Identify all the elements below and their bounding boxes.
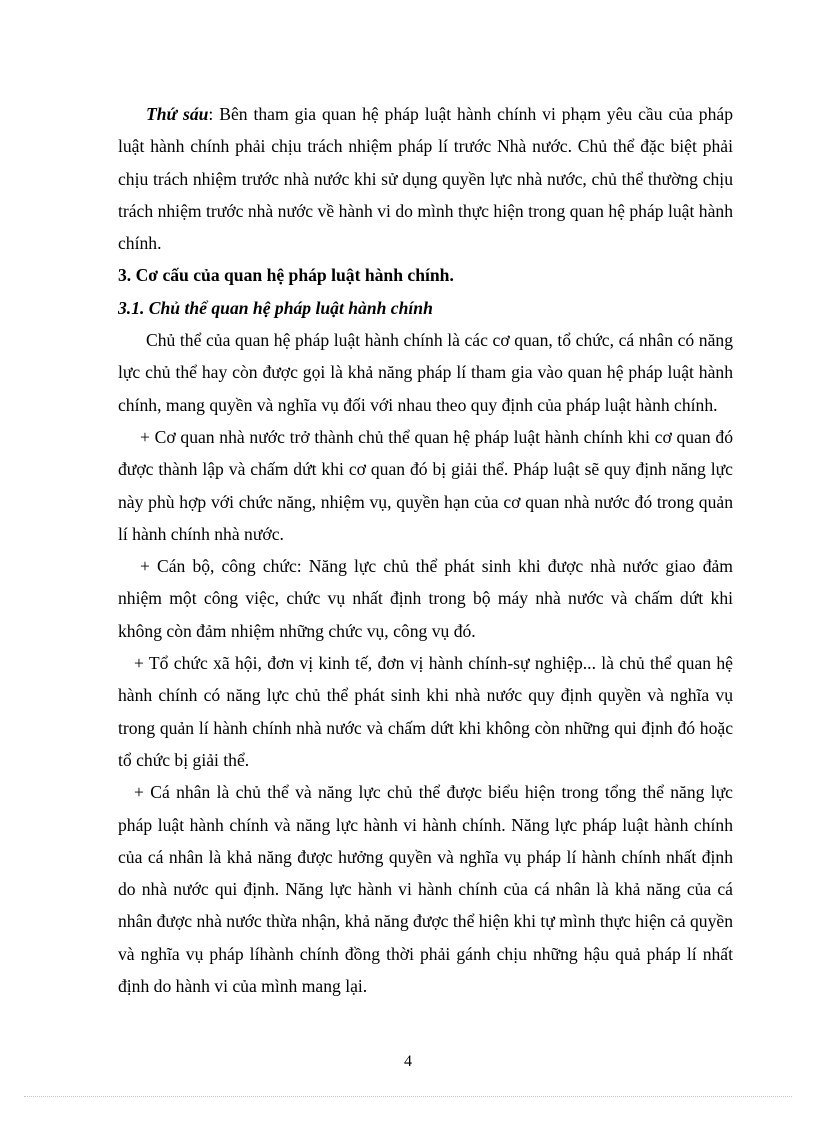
page-bottom-divider — [24, 1096, 792, 1097]
page-number: 4 — [404, 1053, 412, 1070]
section-heading: 3. Cơ cấu của quan hệ pháp luật hành chính. — [118, 265, 454, 286]
paragraph-co-quan-nha-nuoc: + Cơ quan nhà nước trở thành chủ thể quan hệ pháp luật hành chính khi cơ quan đó được thành lập và chấm dứt khi cơ quan đó bị giải thể. Pháp luật sẽ quy định năng lực này phù hợp với chức năng, nhiệm vụ, quyền hạn của cơ quan nhà nước đó trong quản lí hành chính nhà nước. — [118, 426, 733, 544]
document-body — [118, 98, 733, 1002]
paragraph-thu-sau — [118, 98, 733, 259]
paragraph-lead: Thứ sáu — [146, 104, 209, 124]
paragraph-text: : Bên tham gia quan hệ pháp luật hành chính vi phạm yêu cầu của pháp luật hành chính phải chịu trách nhiệm pháp lí trước Nhà nước. Chủ thể đặc biệt phải chịu trách nhiệm trước nhà nước khi sử dụng quyền lực nhà nước, chủ thể thường chịu trách nhiệm trước nhà nước về hành vi do mình thực hiện trong quan hệ pháp luật hành chính. — [118, 104, 733, 254]
paragraph-chu-the: Chủ thể của quan hệ pháp luật hành chính là các cơ quan, tổ chức, cá nhân có năng lực chủ thể hay còn được gọi là khả năng pháp lí tham gia vào quan hệ pháp luật hành chính, mang quyền và nghĩa vụ đối với nhau theo quy định của pháp luật hành chính. — [118, 330, 733, 415]
paragraph-to-chuc-xa-hoi: + Tổ chức xã hội, đơn vị kinh tế, đơn vị hành chính-sự nghiệp... là chủ thể quan hệ hành chính có năng lực chủ thể phát sinh khi nhà nước quy định quyền và nghĩa vụ trong quản lí hành chính nhà nước và chấm dứt khi không còn những qui định đó hoặc tổ chức bị giải thể. — [118, 653, 733, 770]
paragraph-ca-nhan: + Cá nhân là chủ thể và năng lực chủ thể được biểu hiện trong tổng thể năng lực pháp luật hành chính và năng lực hành vi hành chính. Năng lực pháp luật hành chính của cá nhân là khả năng được hưởng quyền và nghĩa vụ pháp lí hành chính nhất định do nhà nước qui định. Năng lực hành vi hành chính của cá nhân là khả năng của cá nhân được nhà nước thừa nhận, khả năng được thể hiện khi tự mình thực hiện cả quyền và nghĩa vụ pháp líhành chính đồng thời phải gánh chịu những hậu quả pháp lí nhất định do hành vi của mình mang lại. — [118, 782, 733, 997]
subsection-heading: 3.1. Chủ thể quan hệ pháp luật hành chính — [118, 297, 433, 318]
paragraph-can-bo-cong-chuc: + Cán bộ, công chức: Năng lực chủ thể phát sinh khi được nhà nước giao đảm nhiệm một công việc, chức vụ nhất định trong bộ máy nhà nước và chấm dứt khi không còn đảm nhiệm những chức vụ, công vụ đó. — [118, 556, 733, 641]
